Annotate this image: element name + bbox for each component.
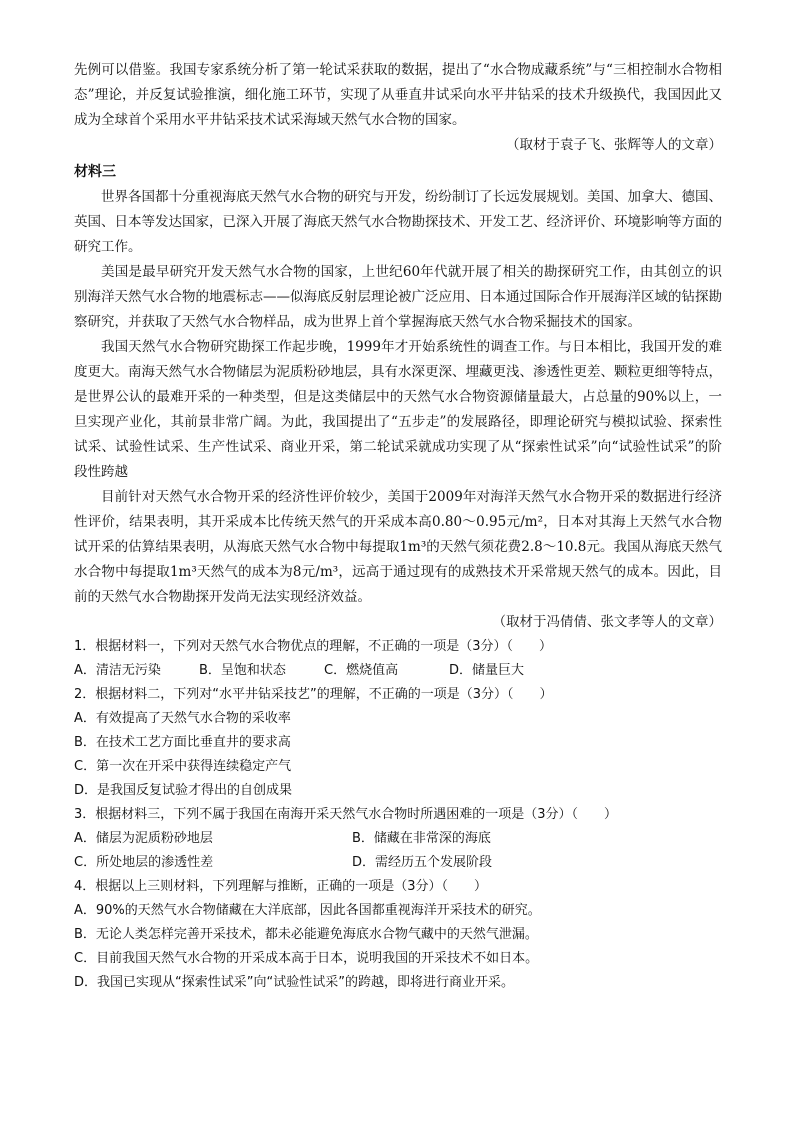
question-4-option-c[interactable]: C．目前我国天然气水合物的开采成本高于日本，说明我国的开采技术不如日本。 [74,951,539,966]
question-4-option-a[interactable]: A．90%的天然气水合物储藏在大洋底部，因此各国都重视海洋开采技术的研究。 [74,903,541,918]
material3-paragraph-2: 美国是最早研究开发天然气水合物的国家，上世纪60年代就开展了相关的勘探研究工作，由其创立的识别海洋天然气水合物的地震标志——似海底反射层理论被广泛应用、日本通过国际合作开展海洋区域的钻探勘察研究，并获取了天然气水合物样品，成为世界上首个掌握海底天然气水合物采掘技术的国家。 [74,264,722,330]
question-3-option-c[interactable]: C．所处地层的渗透性差 [74,855,214,870]
question-1-options [74,659,722,683]
question-2-stem: 2．根据材料二，下列对“水平井钻采技艺”的理解，不正确的一项是（3分）（ ） [74,687,553,702]
material2-tail-paragraph: 先例可以借鉴。我国专家系统分析了第一轮试采获取的数据，提出了“水合物成藏系统”与“三相控制水合物相态”理论，并反复试验推演，细化施工环节，实现了从垂直井试采向水平井钻采的技术升级换代，我国因此又成为全球首个采用水平井钻采技术试采海域天然气水合物的国家。 [74,62,722,128]
material3-heading: 材料三 [74,164,116,180]
material2-source: （取材于袁子飞、张辉等人的文章） [506,137,722,153]
question-1-option-a[interactable]: A．清洁无污染 [74,663,161,678]
question-2-option-a[interactable]: A．有效提高了天然气水合物的采收率 [74,711,291,726]
question-2-option-c[interactable]: C．第一次在开采中获得连续稳定产气 [74,759,292,774]
question-3-option-b[interactable]: B．储藏在非常深的海底 [352,831,491,846]
question-1-option-c[interactable]: C．燃烧值高 [324,663,399,678]
question-4-option-b[interactable]: B．无论人类怎样完善开采技术，都未必能避免海底水合物气藏中的天然气泄漏。 [74,927,538,942]
question-4-option-d[interactable]: D．我国已实现从“探索性试采”向“试验性试采”的跨越，即将进行商业开采。 [74,975,514,990]
question-1-option-b[interactable]: B．呈饱和状态 [199,663,286,678]
question-3-options-row-1 [74,827,722,851]
question-3-options-row-2 [74,851,722,875]
question-2-option-b[interactable]: B．在技术工艺方面比垂直井的要求高 [74,735,291,750]
material3-paragraph-4: 目前针对天然气水合物开采的经济性评价较少，美国于2009年对海洋天然气水合物开采的数据进行经济性评价，结果表明，其开采成本比传统天然气的开采成本高0.80～0.95元/m²，日本对其海上天然气水合物试开采的估算结果表明，从海底天然气水合物中每提取1m³的天然气须花费2.8～10.8元。我国从海底天然气水合物中每提取1m³天然气的成本为8元/m³，远高于通过现有的成熟技术开采常规天然气的成本。因此，目前的天然气水合物勘探开发尚无法实现经济效益。 [74,489,722,605]
question-1-stem: 1．根据材料一，下列对天然气水合物优点的理解，不正确的一项是（3分）（ ） [74,639,553,654]
question-4-stem: 4．根据以上三则材料，下列理解与推断，正确的一项是（3分）（ ） [74,879,488,894]
question-1-option-d[interactable]: D．储量巨大 [449,663,525,678]
question-3-option-d[interactable]: D．需经历五个发展阶段 [352,855,493,870]
material3-source: （取材于冯倩倩、张文孝等人的文章） [492,614,722,630]
material3-paragraph-3: 我国天然气水合物研究勘探工作起步晚，1999年才开始系统性的调查工作。与日本相比，我国开发的难度更大。南海天然气水合物储层为泥质粉砂地层，具有水深更深、埋藏更浅、渗透性更差、颗粒更细等特点，是世界公认的最难开采的一种类型，但是这类储层中的天然气水合物资源储量最大，占总量的90%以上，一旦实现产业化，其前景非常广阔。为此，我国提出了“五步走”的发展路径，即理论研究与模拟试验、探索性试采、试验性试采、生产性试采、商业开采，第二轮试采就成功实现了从“探索性试采”向“试验性试采”的阶段性跨越 [74,339,722,480]
exam-page [74,58,722,995]
question-3-stem: 3．根据材料三，下列不属于我国在南海开采天然气水合物时所遇困难的一项是（3分）（ ） [74,807,618,822]
material3-paragraph-1: 世界各国都十分重视海底天然气水合物的研究与开发，纷纷制订了长远发展规划。美国、加拿大、德国、英国、日本等发达国家，已深入开展了海底天然气水合物勘探技术、开发工艺、经济评价、环境影响等方面的研究工作。 [74,189,722,255]
question-3-option-a[interactable]: A．储层为泥质粉砂地层 [74,831,213,846]
question-2-option-d[interactable]: D．是我国反复试验才得出的自创成果 [74,783,293,798]
